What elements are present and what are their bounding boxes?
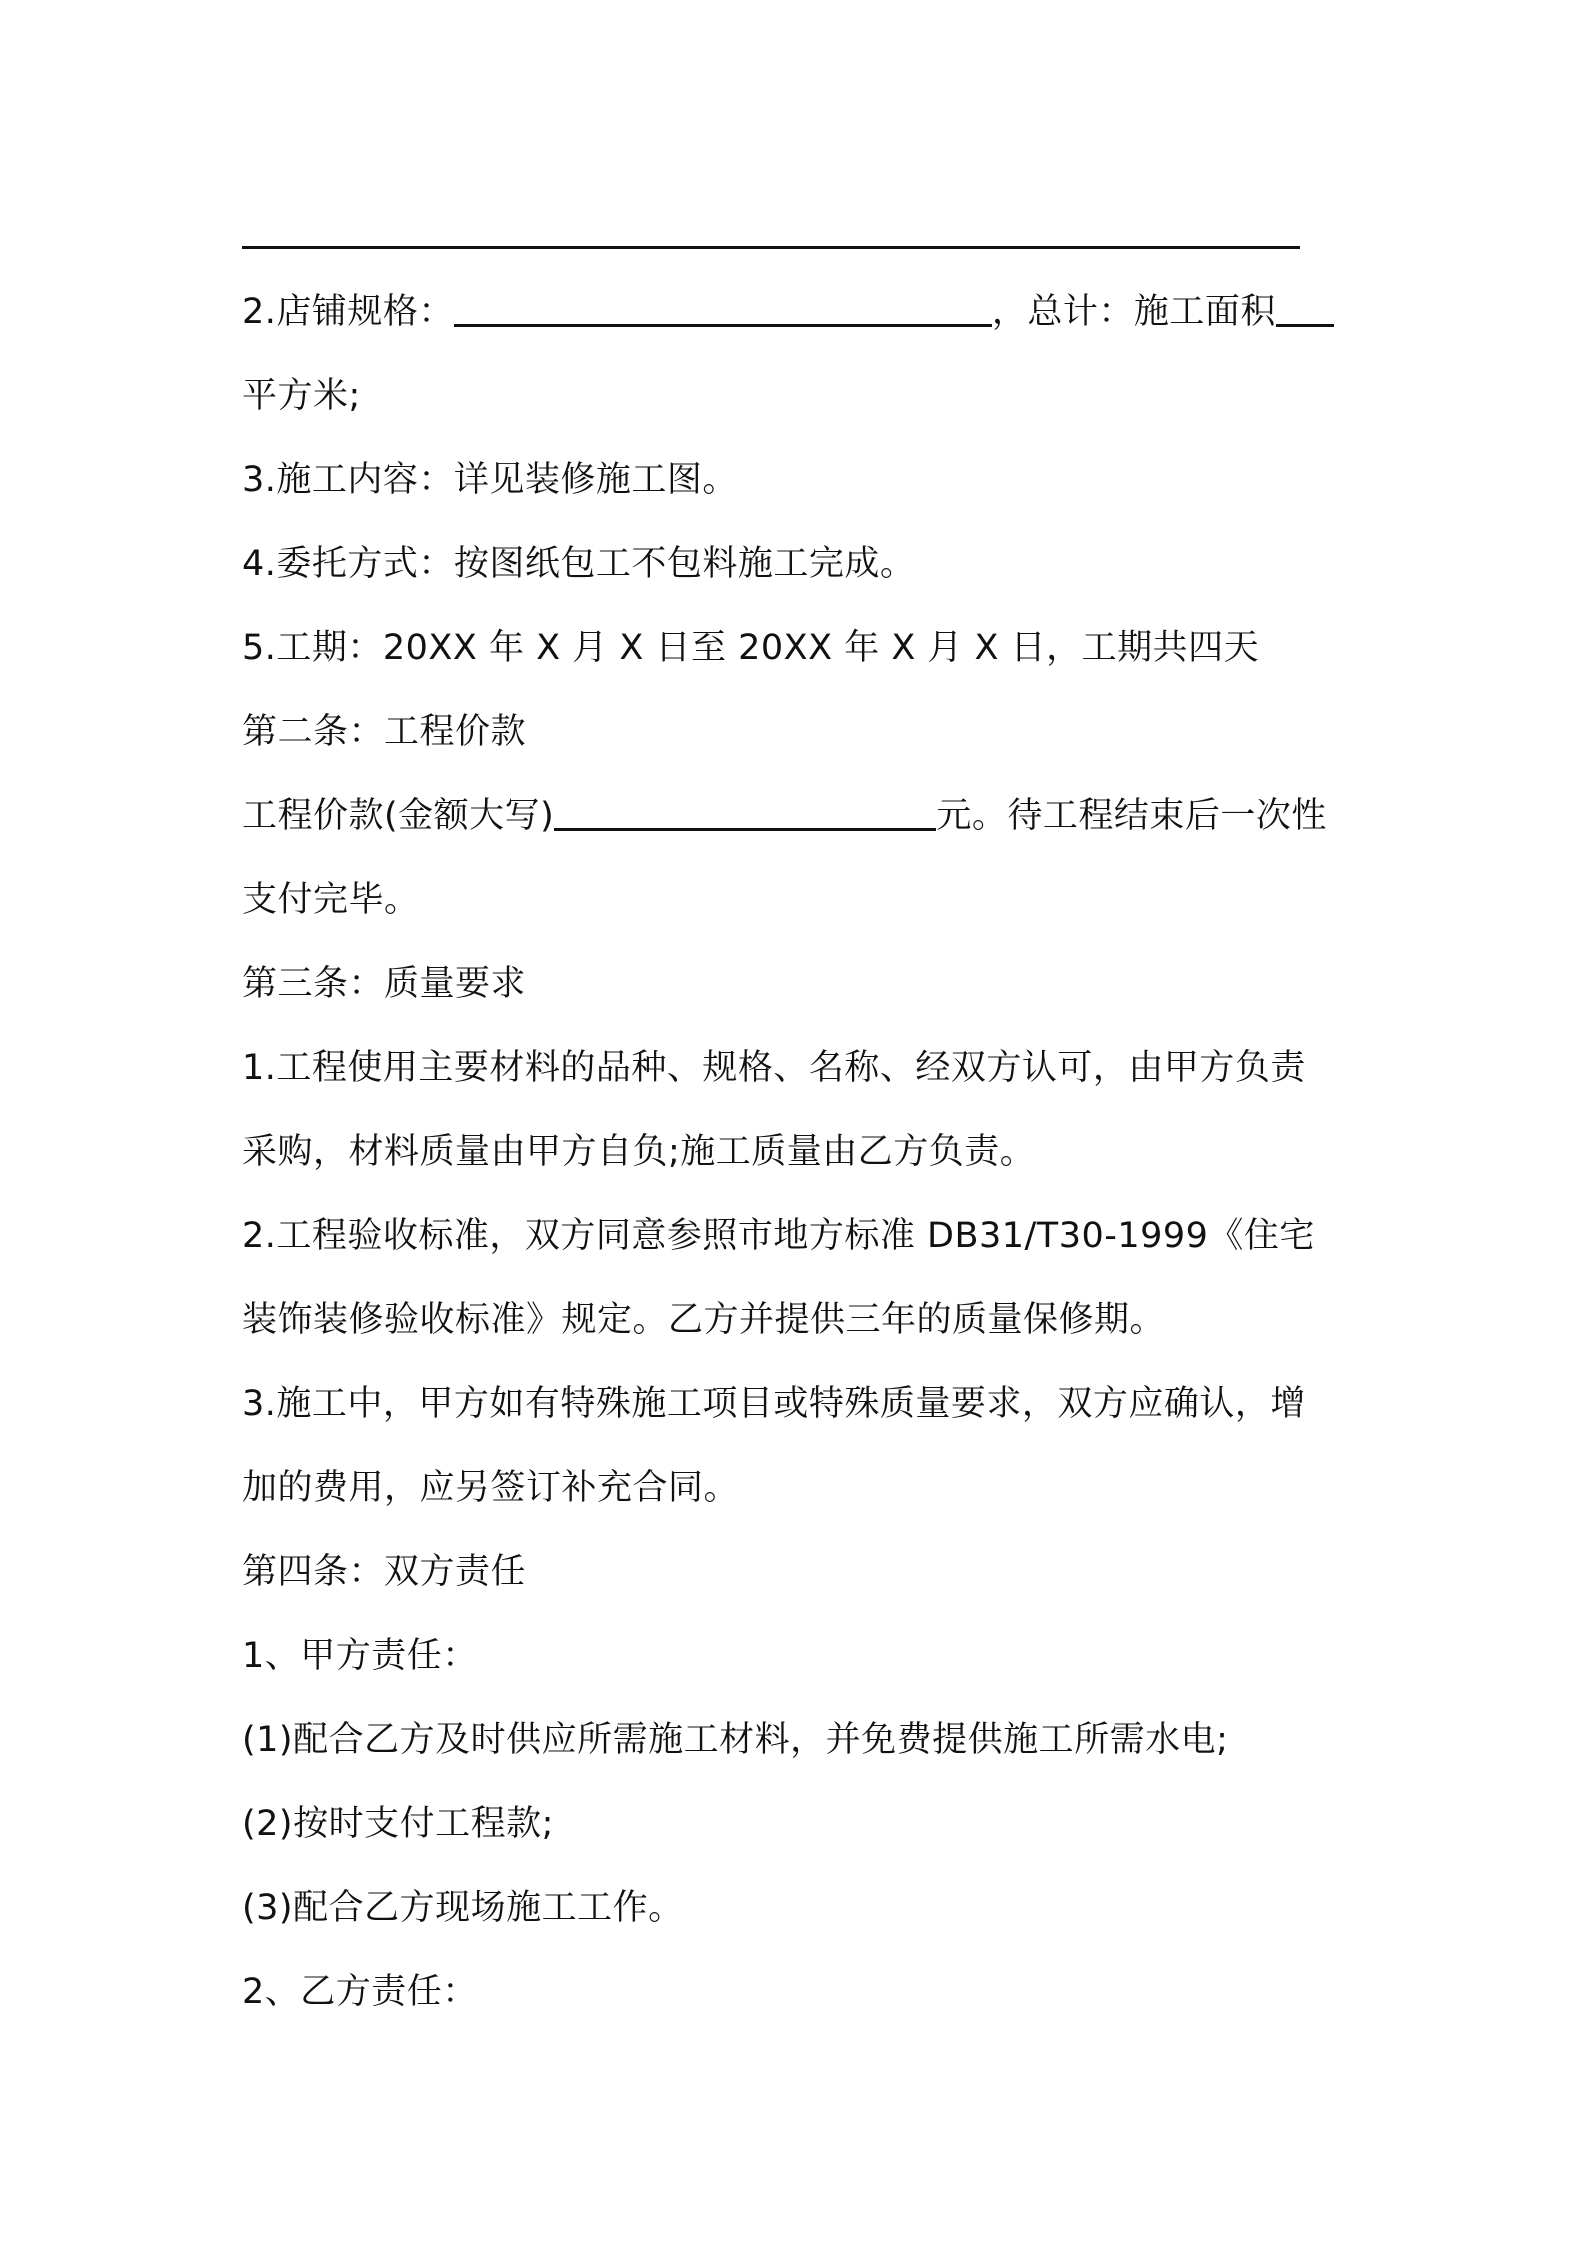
shop-spec-total: ，总计：施工面积 xyxy=(991,292,1276,332)
top-blank-line xyxy=(242,246,1300,249)
quality-item-3-line-1: 3.施工中，甲方如有特殊施工项目或特殊质量要求，双方应确认，增 xyxy=(242,1384,1306,1424)
shop-spec-line xyxy=(242,288,1362,336)
shop-spec-unit-line: 平方米; xyxy=(242,376,361,416)
quality-item-2-line-2: 装饰装修验收标准》规定。乙方并提供三年的质量保修期。 xyxy=(242,1300,1166,1340)
quality-item-3-line-2: 加的费用，应另签订补充合同。 xyxy=(242,1468,740,1508)
clause-4-heading: 第四条：双方责任 xyxy=(242,1552,527,1592)
shop-spec-blank xyxy=(454,294,992,327)
price-line-2: 支付完毕。 xyxy=(242,880,420,920)
price-suffix: 元。待工程结束后一次性 xyxy=(936,796,1327,836)
party-b-heading: 2、乙方责任： xyxy=(242,1972,478,2012)
party-a-heading: 1、甲方责任： xyxy=(242,1636,478,1676)
quality-item-1-line-1: 1.工程使用主要材料的品种、规格、名称、经双方认可，由甲方负责 xyxy=(242,1048,1306,1088)
party-a-item-3: (3)配合乙方现场施工工作。 xyxy=(242,1888,684,1928)
commission-method: 4.委托方式：按图纸包工不包料施工完成。 xyxy=(242,544,916,584)
quality-item-1-line-2: 采购，材料质量由甲方自负;施工质量由乙方负责。 xyxy=(242,1132,1036,1172)
clause-2-heading: 第二条：工程价款 xyxy=(242,712,527,752)
party-a-item-1: (1)配合乙方及时供应所需施工材料，并免费提供施工所需水电; xyxy=(242,1720,1229,1760)
price-amount-blank xyxy=(554,798,936,831)
construction-period: 5.工期：20XX 年 X 月 X 日至 20XX 年 X 月 X 日，工期共四天 xyxy=(242,628,1260,668)
construction-content: 3.施工内容：详见装修施工图。 xyxy=(242,460,738,500)
shop-spec-label: 2.店铺规格： xyxy=(242,292,454,332)
price-prefix: 工程价款(金额大写) xyxy=(242,796,555,836)
area-blank xyxy=(1276,294,1334,327)
party-a-item-2: (2)按时支付工程款; xyxy=(242,1804,554,1844)
clause-3-heading: 第三条：质量要求 xyxy=(242,964,527,1004)
quality-item-2-line-1: 2.工程验收标准，双方同意参照市地方标准 DB31/T30-1999《住宅 xyxy=(242,1216,1315,1256)
price-line-1 xyxy=(242,792,1362,840)
